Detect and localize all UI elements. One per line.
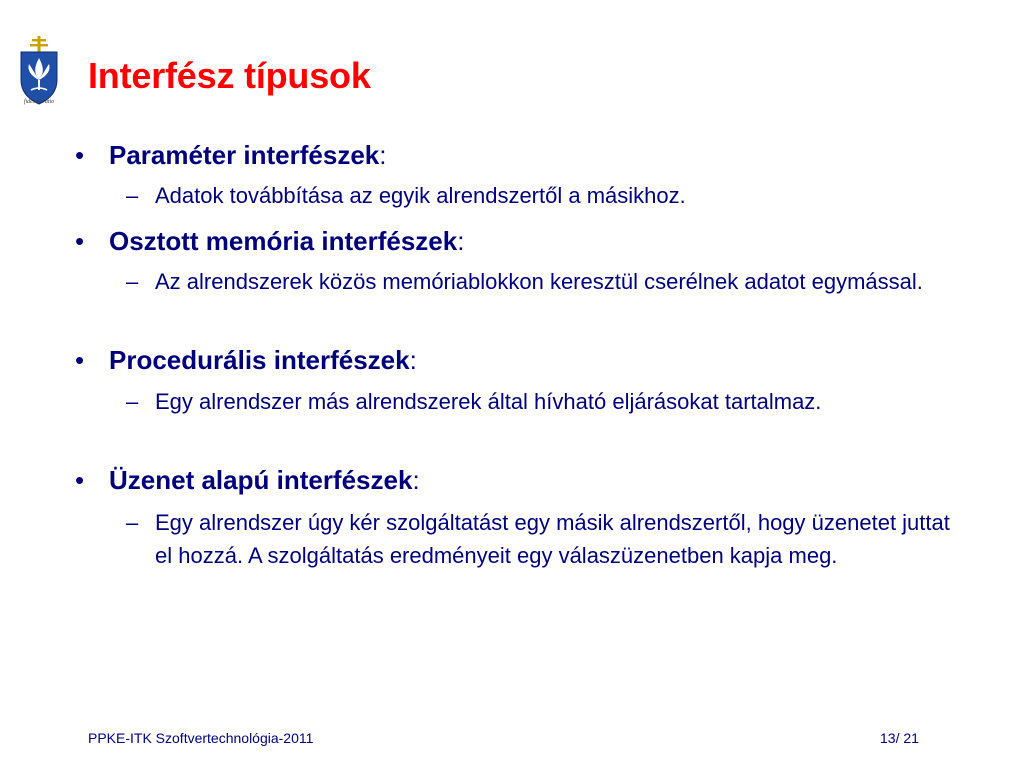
bullet-colon: : <box>412 465 420 495</box>
logo-motto: fides et ratio <box>23 99 55 105</box>
bullet-colon: : <box>409 345 417 375</box>
bullet-heading: Üzenet alapú interfészek <box>109 465 413 495</box>
sub-bullet-mark: – <box>126 389 139 414</box>
sub-bullet-text: Az alrendszerek közös memóriablokkon keresztül cserélnek adatot egymással. <box>155 269 923 294</box>
bullet-colon: : <box>379 140 387 170</box>
sub-bullet-mark: – <box>126 269 139 294</box>
sub-bullet-mark: – <box>126 183 139 208</box>
sub-bullet-text: Egy alrendszer más alrendszerek által hívható eljárásokat tartalmaz. <box>155 389 822 414</box>
sub-bullet-text: Adatok továbbítása az egyik alrendszertől a másikhoz. <box>155 183 686 208</box>
bullet-mark: • <box>75 140 85 170</box>
bullet-heading: Osztott memória interfészek <box>109 226 458 256</box>
bullet-heading: Paraméter interfészek <box>109 140 380 170</box>
sub-bullet-mark: – <box>126 510 139 535</box>
sub-bullet-text: Egy alrendszer úgy kér szolgáltatást egy másik alrendszertől, hogy üzenetet juttat el hozzá. A szolgáltatás eredményeit egy válaszüzenetben kapja meg. <box>155 510 950 568</box>
bullet-mark: • <box>75 345 85 375</box>
footer-course: PPKE-ITK Szoftvertechnológia-2011 <box>88 730 314 746</box>
bullet-mark: • <box>75 465 85 495</box>
bullet-mark: • <box>75 226 85 256</box>
bullet-colon: : <box>457 226 465 256</box>
footer-page-number: 13/ 21 <box>880 730 919 746</box>
bullet-heading: Procedurális interfészek <box>109 345 410 375</box>
slide-title: Interfész típusok <box>88 55 371 96</box>
